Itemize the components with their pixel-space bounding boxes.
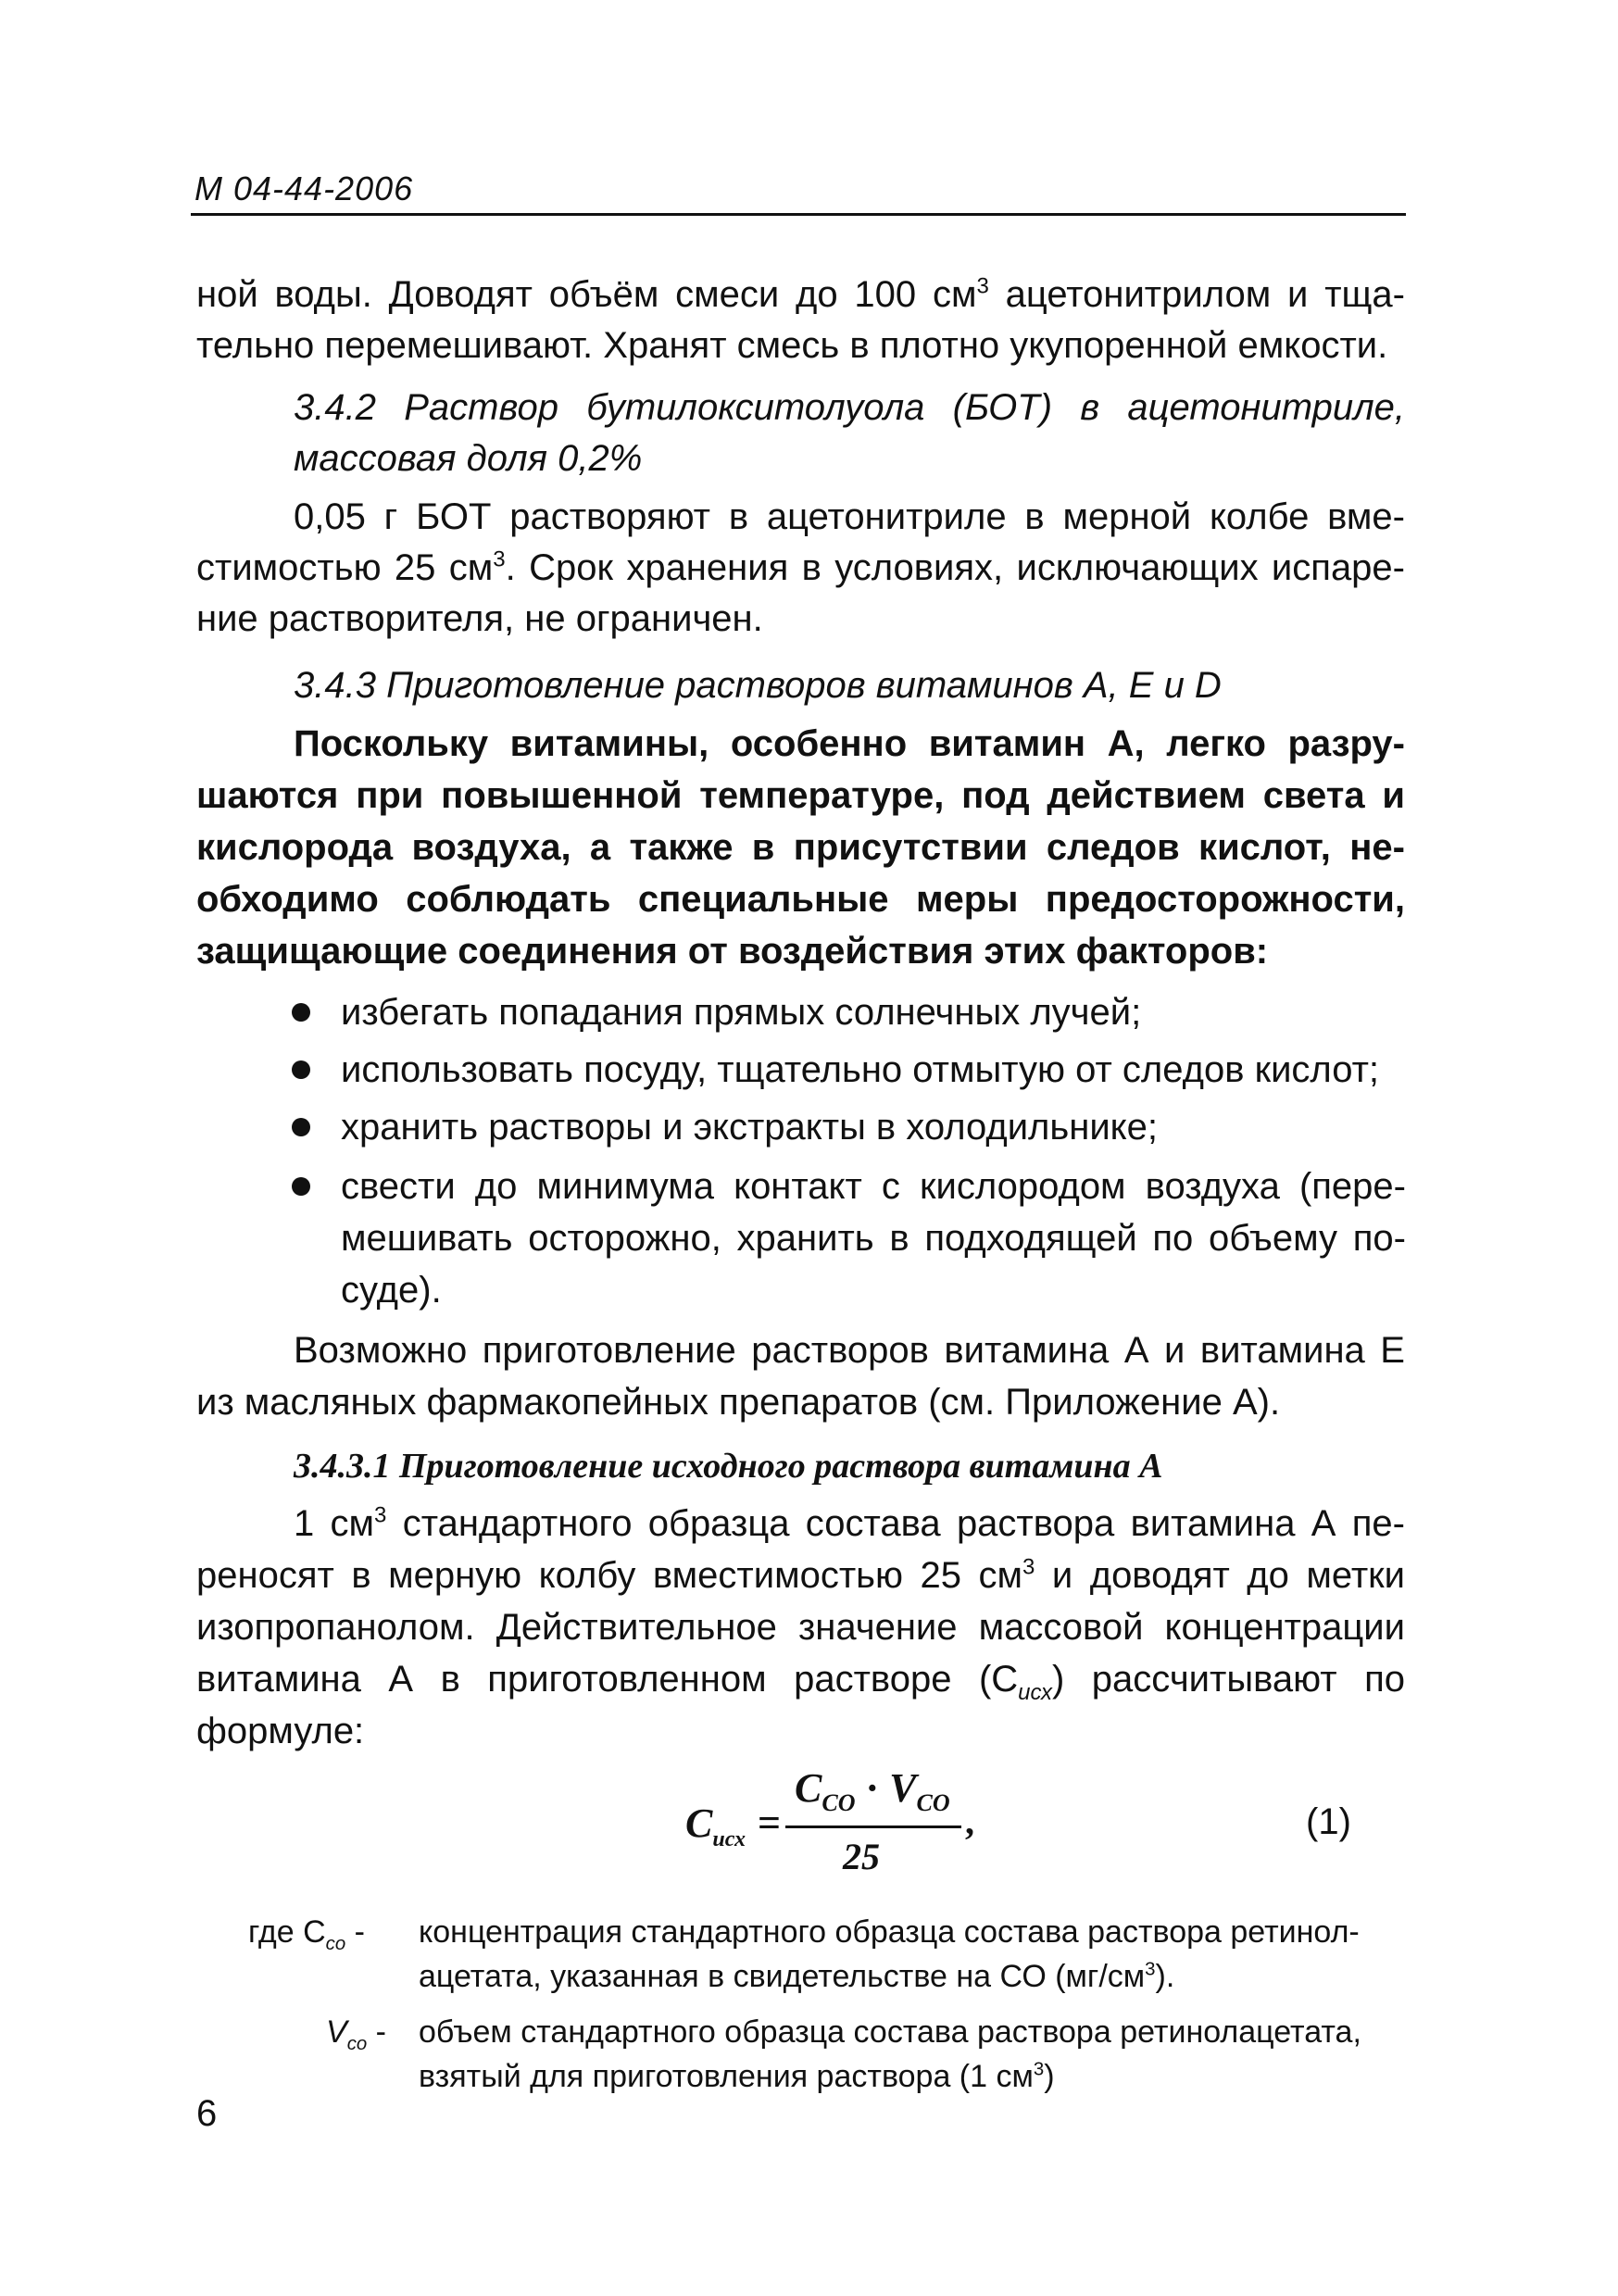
paragraph-line: витамина А в приготовленном растворе $(C_{исх})$ рассчитывают по: [196, 1659, 1405, 1705]
paragraph-line: 0,05 г БОТ растворяют в ацетонитриле в мерной колбе вме-: [294, 496, 1405, 537]
bold-paragraph-line: Поскольку витамины, особенно витамин А, легко разру-: [294, 723, 1405, 764]
formula: [685, 1764, 1000, 1894]
header-rule: [191, 213, 1406, 216]
where-label: $V_{co}$ -: [326, 2014, 387, 2054]
paragraph-line: ние растворителя, не ограничен.: [196, 598, 763, 639]
where-label: где $C_{co}$ -: [248, 1914, 365, 1954]
bullet-item: хранить растворы и экстракты в холодильнике;: [341, 1107, 1158, 1148]
formula-number: (1): [1306, 1801, 1351, 1842]
paragraph-line: Возможно приготовление растворов витамина А и витамина Е: [294, 1330, 1405, 1371]
paragraph-line: тельно перемешивают. Хранят смесь в плотно укупоренной емкости.: [196, 325, 1388, 366]
bullet-marker: [292, 1060, 310, 1079]
formula-lhs: $C_{исх}$: [685, 1800, 746, 1851]
paragraph-line: реносят в мерную колбу вместимостью 25 $см^3$ и доводят до метки: [196, 1554, 1405, 1596]
fraction-bar: [785, 1826, 961, 1828]
section-heading-3-4-3-1: 3.4.3.1 Приготовление исходного раствора витамина А: [294, 1447, 1163, 1486]
bullet-item: использовать посуду, тщательно отмытую от следов кислот;: [341, 1049, 1379, 1090]
bullet-marker: [292, 1177, 310, 1196]
page-number: 6: [196, 2093, 218, 2134]
bullet-item: свести до минимума контакт с кислородом воздуха (пере-: [341, 1166, 1406, 1207]
where-definition: концентрация стандартного образца состава раствора ретинол-: [419, 1914, 1360, 1950]
formula-comma: ,: [965, 1800, 974, 1842]
where-definition: объем стандартного образца состава раствора ретинолацетата,: [419, 2014, 1361, 2050]
bold-paragraph-line: кислорода воздуха, а также в присутствии следов кислот, не-: [196, 827, 1405, 868]
document-code: М 04-44-2006: [194, 169, 414, 207]
where-definition: ацетата, указанная в свидетельстве на СО $(мг/см^3)$.: [419, 1959, 1175, 1994]
bold-paragraph-line: шаются при повышенной температуре, под действием света и: [196, 775, 1405, 816]
bullet-item-cont: суде).: [341, 1270, 442, 1311]
where-definition: взятый для приготовления раствора (1 $см^3$): [419, 2059, 1055, 2094]
bullet-marker: [292, 1118, 310, 1136]
bullet-item: избегать попадания прямых солнечных лучей;: [341, 992, 1142, 1033]
section-heading-3-4-2: 3.4.2 Раствор бутилокситолуола (БОТ) в ацетонитриле,: [294, 387, 1405, 428]
formula-denominator: 25: [843, 1836, 880, 1877]
paragraph-line: ной воды. Доводят объём смеси до 100 $см^3$ ацетонитрилом и тща-: [196, 273, 1405, 315]
section-heading-3-4-3: 3.4.3 Приготовление растворов витаминов А, Е и D: [294, 665, 1222, 706]
formula-numerator: $C_{CO} \cdot V_{CO}$: [795, 1765, 950, 1816]
paragraph-line: изопропанолом. Действительное значение массовой концентрации: [196, 1607, 1405, 1648]
paragraph-line: формуле:: [196, 1711, 365, 1751]
bold-paragraph-line: обходимо соблюдать специальные меры предосторожности,: [196, 879, 1405, 920]
bullet-marker: [292, 1003, 310, 1022]
bullet-item-cont: мешивать осторожно, хранить в подходящей по объему по-: [341, 1218, 1406, 1259]
bold-paragraph-line: защищающие соединения от воздействия этих факторов:: [196, 931, 1269, 972]
paragraph-line: стимостью 25 $см^3$. Срок хранения в условиях, исключающих испаре-: [196, 546, 1405, 588]
formula-equals: =: [758, 1800, 782, 1846]
paragraph-line: из масляных фармакопейных препаратов (см. Приложение А).: [196, 1382, 1281, 1423]
section-heading-3-4-2-cont: массовая доля 0,2%: [294, 438, 643, 479]
paragraph-line: 1 $см^3$ стандартного образца состава раствора витамина А пе-: [294, 1502, 1405, 1544]
